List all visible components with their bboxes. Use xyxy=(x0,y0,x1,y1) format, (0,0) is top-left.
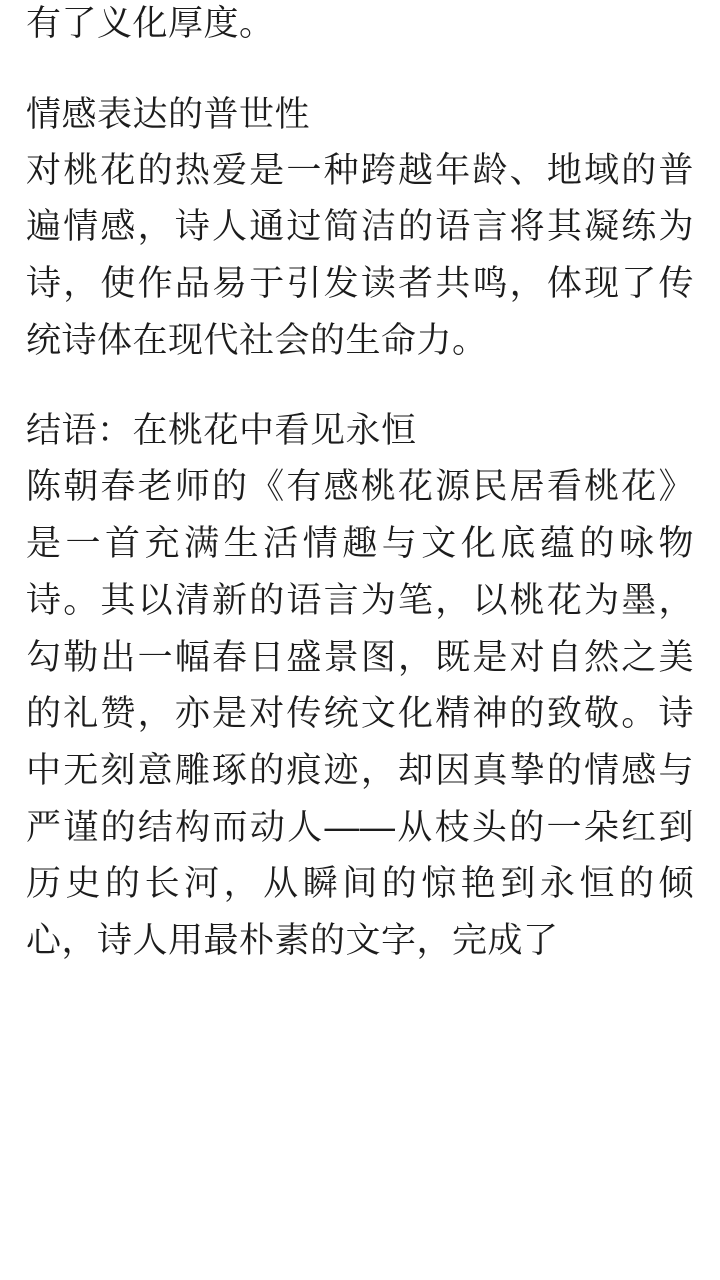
heading-conclusion: 结语：在桃花中看见永恒 xyxy=(26,411,417,451)
paragraph-conclusion: 陈朝春老师的《有感桃花源民居看桃花》是一首充满生活情趣与文化底蕴的咏物诗。其以清新的语言为笔，以桃花为墨，勾勒出一幅春日盛景图，既是对自然之美的礼赞，亦是对传统文化精神的致敬。诗中无刻意雕琢的痕迹，却因真挚的情感与严谨的结构而动人——从枝头的一朵红到历史的长河，从瞬间的惊艳到永恒的倾心，诗人用最朴素的文字，完成了 xyxy=(26,467,694,960)
heading-emotional-universality: 情感表达的普世性 xyxy=(26,94,311,134)
article-body xyxy=(26,0,694,970)
paragraph-emotional-universality: 对桃花的热爱是一种跨越年龄、地域的普遍情感，诗人通过简洁的语言将其凝练为诗，使作品易于引发读者共鸣，体现了传统诗体在现代社会的生命力。 xyxy=(26,150,694,360)
heading-conclusion-block xyxy=(26,403,694,459)
heading-emotional-universality-block xyxy=(26,87,694,143)
paragraph-truncated-top: 有了义化厚度。 xyxy=(26,4,275,43)
